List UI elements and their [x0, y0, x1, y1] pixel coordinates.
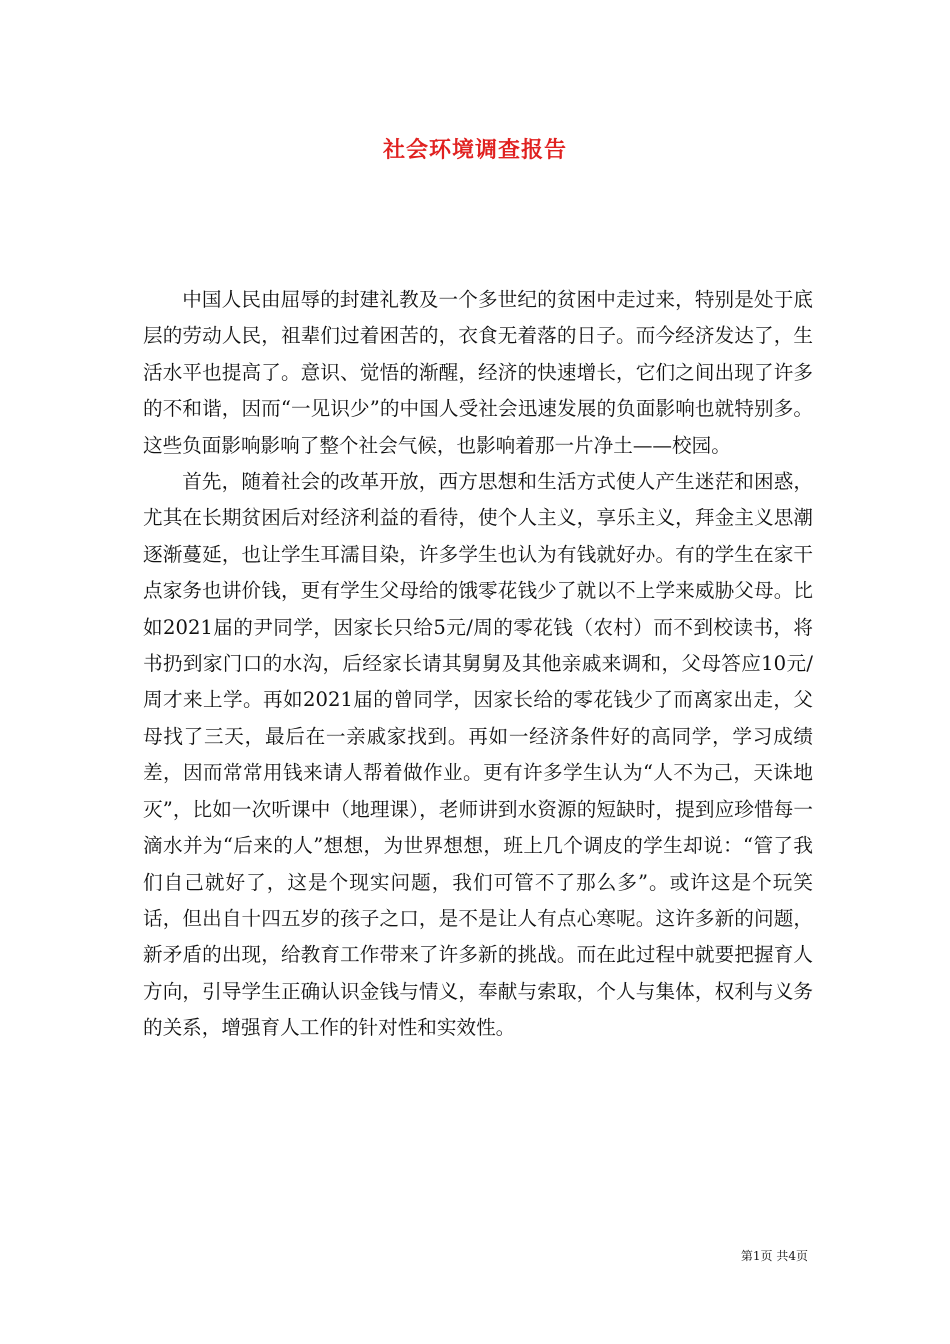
page-number-footer: 第1页 共4页: [740, 1249, 808, 1263]
document-body: [143, 282, 813, 1047]
paragraph-2: 首先，随着社会的改革开放，西方思想和生活方式使人产生迷茫和困惑，尤其在长期贫困后对经济利益的看待，使个人主义，享乐主义，拜金主义思潮逐渐蔓延，也让学生耳濡目染，许多学生也认为有钱就好办。有的学生在家干点家务也讲价钱，更有学生父母给的饿零花钱少了就以不上学来威胁父母。比如2021届的尹同学，因家长只给5元/周的零花钱（农村）而不到校读书，将书扔到家门口的水沟，后经家长请其舅舅及其他亲戚来调和，父母答应10元/周才来上学。再如2021届的曾同学，因家长给的零花钱少了而离家出走，父母找了三天，最后在一亲戚家找到。再如一经济条件好的高同学，学习成绩差，因而常常用钱来请人帮着做作业。更有许多学生认为“人不为己，天诛地灭”，比如一次听课中（地理课），老师讲到水资源的短缺时，提到应珍惜每一滴水并为“后来的人”想想，为世界想想，班上几个调皮的学生却说：“管了我们自己就好了，这是个现实问题，我们可管不了那么多”。或许这是个玩笑话，但出自十四五岁的孩子之口，是不是让人有点心寒呢。这许多新的问题，新矛盾的出现，给教育工作带来了许多新的挑战。而在此过程中就要把握育人方向，引导学生正确认识金钱与情义，奉献与索取，个人与集体，权利与义务的关系，增强育人工作的针对性和实效性。: [143, 470, 813, 1040]
paragraph-1: 中国人民由屈辱的封建礼教及一个多世纪的贫困中走过来，特别是处于底层的劳动人民，祖辈们过着困苦的，衣食无着落的日子。而今经济发达了，生活水平也提高了。意识、觉悟的渐醒，经济的快速增长，它们之间出现了许多的不和谐，因而“一见识少”的中国人受社会迅速发展的负面影响也就特别多。这些负面影响影响了整个社会气候，也影响着那一片净土——校园。: [143, 288, 813, 457]
document-title: 社会环境调查报告: [382, 137, 567, 163]
